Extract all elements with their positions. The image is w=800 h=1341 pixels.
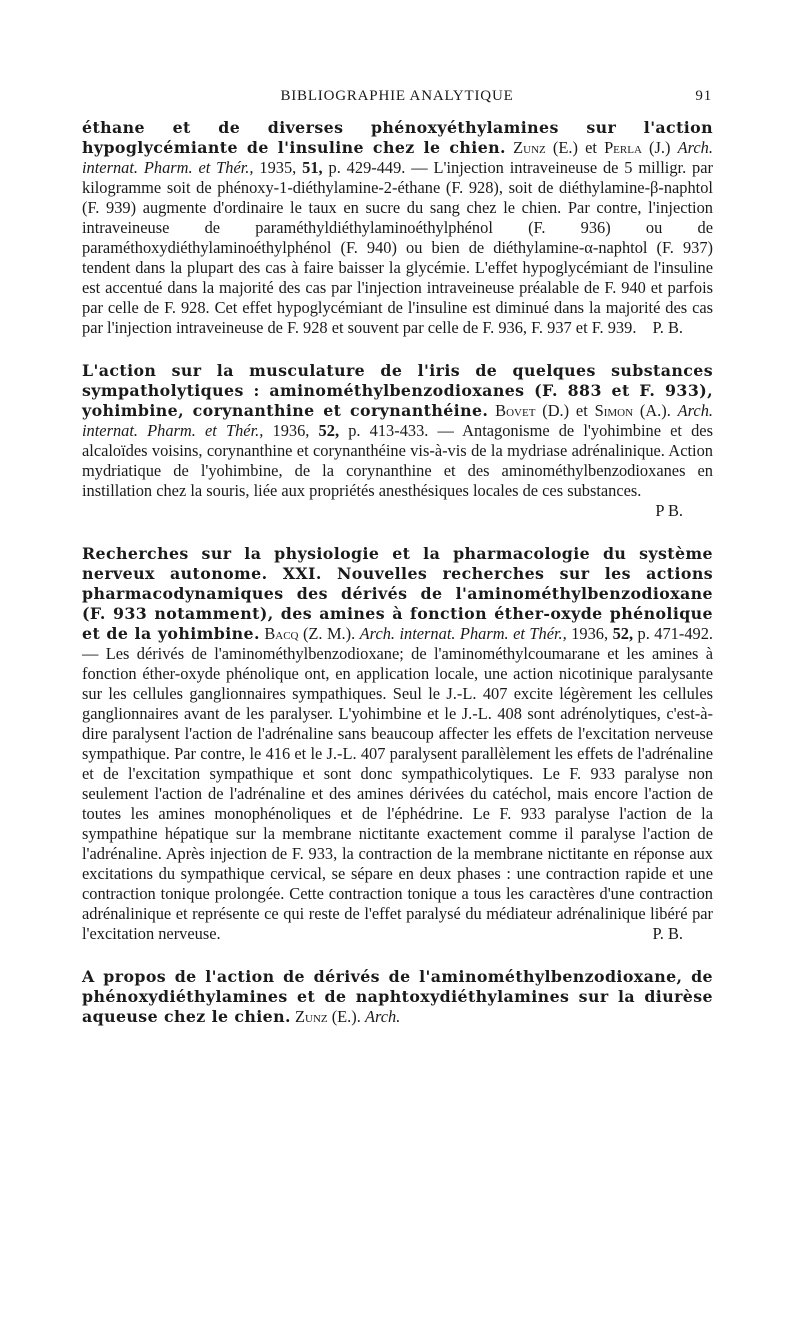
entry-pages: p. 471-492. [637, 624, 714, 643]
entry-title: L'action sur la musculature de l'iris de quelques substances sympatholytiques : aminométhylbenzodioxanes (F. 883 et F. 933), yohimbine, corynanthine et corynanthéine. [82, 361, 713, 420]
page-body [82, 118, 713, 1050]
running-title: BIBLIOGRAPHIE ANALYTIQUE [280, 88, 514, 104]
entry-journal: Arch. internat. Pharm. et Thér., [359, 624, 567, 643]
bibliography-entry [82, 967, 713, 1027]
entry-author: Zunz (E.) [513, 138, 578, 157]
entry-abstract: — Antagonisme de l'yohimbine et des alcaloïdes voisins, corynanthine et corynanthéine vis-à-vis de la mydriase adrénalinique. Action mydriatique de l'yohimbine, de la corynanthine et des aminométhylbenzodioxanes en instillation chez la souris, liée aux propriétés anesthésiques locales de ces substances. [82, 421, 713, 500]
author-conjunction: et [585, 138, 597, 157]
entry-signature: P. B. [652, 924, 683, 943]
entry-journal: Arch. internat. Pharm. et Thér., [82, 401, 713, 440]
entry-signature: P. B. [652, 318, 683, 337]
entry-author: Simon (A.). [594, 401, 671, 420]
entry-volume: 52, [612, 624, 634, 643]
entry-volume: 51, [302, 158, 323, 177]
entry-year: 1936, [571, 624, 609, 643]
entry-abstract: — Les dérivés de l'aminométhylbenzodioxane; de l'aminométhylcoumarane et les amines à fonction éther-oxyde phénolique ont, en application locale, une action nicotinique paralysante sur les cellules ganglionnaires sympathiques. Seul le J.-L. 407 excite légèrement les cellules ganglionnaires avant de les paralyser. L'yohimbine et le J.-L. 408 sont adrénolytiques, c'est-à-dire paralysent l'action de l'adrénaline sans beaucoup affecter les effets de l'excitation nerveuse sympathique. Par contre, le 416 et le J.-L. 407 paralysent parallèlement les effets de l'adrénaline et de l'excitation sympathique et sont donc sympathicolytiques. Le F. 933 paralyse non seulement l'action de l'adrénaline et des amines dérivées du catéchol, mais encore l'action de toutes les amines monophénoliques et de l'éphédrine. Le F. 933 paralyse l'action de la sympathine hépatique sur la membrane nictitante exactement comme il paralyse l'action de l'adrénaline. Après injection de F. 933, la contraction de la membrane nictitante en réponse aux excitations du sympathique cervical, se sépare en deux phases : une contraction rapide et une contraction tonique prolongée. Cette contraction tonique a tous les caractères d'une contraction adrénalinique et représente ce qui reste de l'effet paralysé du médiateur adrénalinique libéré par l'excitation nerveuse. [82, 644, 713, 943]
entry-title: éthane et de diverses phénoxyéthylamines sur l'action hypoglycémiante de l'insuline chez le chien. [82, 118, 713, 157]
entry-signature: P B. [655, 501, 683, 520]
entry-title: Recherches sur la physiologie et la pharmacologie du système nerveux autonome. XXI. Nouvelles recherches sur les actions pharmacodynamiques des dérivés de l'aminométhylbenzodioxane (F. 933 notamment), des amines à fonction éther-oxyde phénolique et de la yohimbine. [82, 544, 713, 643]
entry-author: Zunz (E.). [294, 1007, 361, 1026]
entry-abstract: — L'injection intraveineuse de 5 milligr. par kilogramme soit de phénoxy-1-diéthylamine-2-éthane (F. 928), soit de diéthylamine-β-naphtol (F. 939) augmente d'ordinaire le taux en sucre du sang chez le chien. Par contre, l'injection intraveineuse de paraméthyldiéthylaminoéthylphénol (F. 936) ou de paraméthoxydiéthylaminoéthylphénol (F. 940) ou bien de diéthylamine-α-naphtol (F. 937) tendent dans la plupart des cas à faire baisser la glycémie. L'effet hypoglycémiant de l'insuline est accentué dans la majorité des cas par l'injection intraveineuse préalable de F. 940 et parfois par celle de F. 928. Cet effet hypoglycémiant de l'insuline est diminué dans la majorité des cas par l'injection intraveineuse de F. 928 et souvent par celle de F. 936, F. 937 et F. 939. [82, 158, 713, 337]
bibliography-entry [82, 544, 713, 944]
page-number: 91 [695, 88, 712, 104]
bibliography-entry [82, 118, 713, 338]
entry-journal: Arch. [364, 1007, 401, 1026]
entry-volume: 52, [318, 421, 340, 440]
entry-pages: p. 413-433. [348, 421, 429, 440]
entry-author: Bovet (D.) [495, 401, 570, 420]
entry-author: Bacq (Z. M.). [264, 624, 356, 643]
author-conjunction: et [575, 401, 588, 420]
entry-author: Perla (J.) [604, 138, 671, 157]
entry-year: 1935, [259, 158, 297, 177]
bibliography-entry [82, 361, 713, 521]
entry-journal: Arch. internat. Pharm. et Thér., [82, 138, 713, 177]
entry-year: 1936, [272, 421, 310, 440]
entry-pages: p. 429-449. [328, 158, 406, 177]
entry-title: A propos de l'action de dérivés de l'aminométhylbenzodioxane, de phénoxydiéthylamines et de naphtoxydiéthylamines sur la diurèse aqueuse chez le chien. [82, 967, 713, 1026]
